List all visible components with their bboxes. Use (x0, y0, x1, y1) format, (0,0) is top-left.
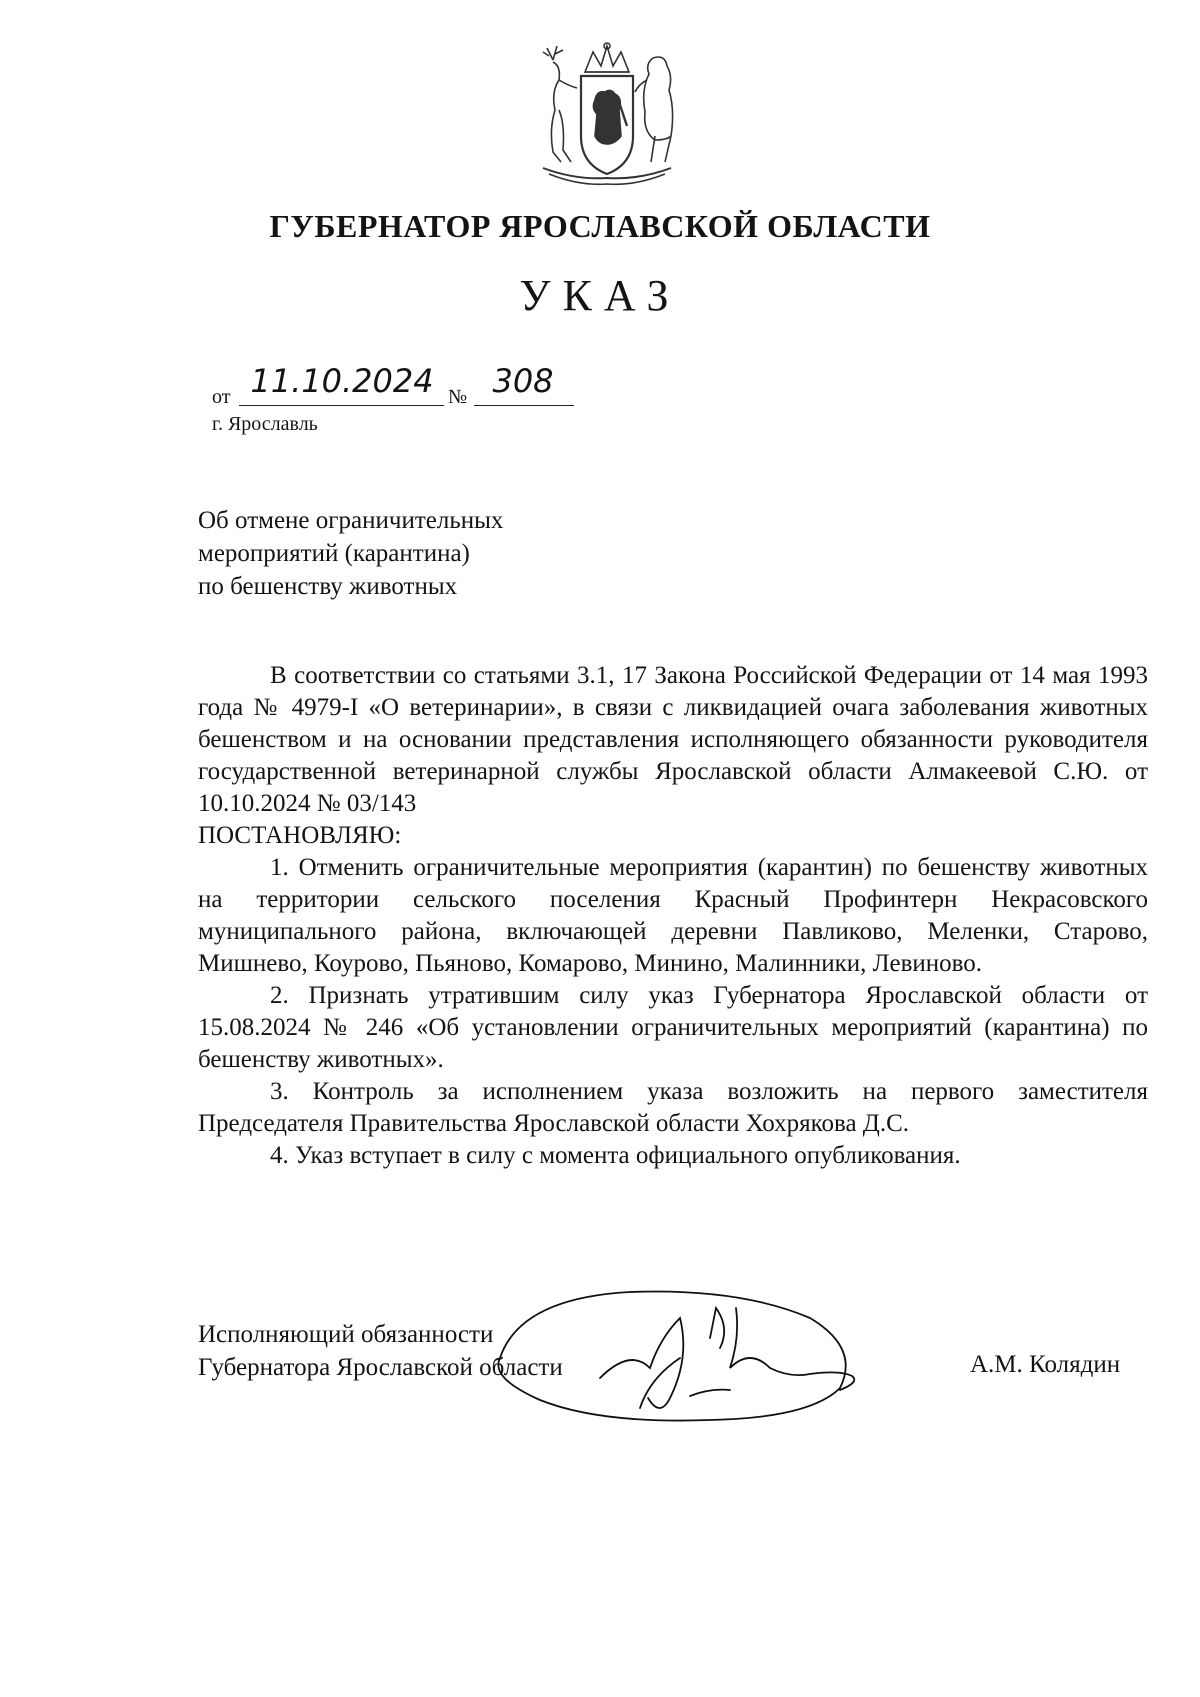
signatory-title-line: Исполняющий обязанности (198, 1321, 494, 1348)
document-body (198, 660, 1148, 1172)
decree-item: 2. Признать утратившим силу указ Губернатора Ярославской области от 15.08.2024 № 246 «Об установлении ограничительных мероприятий (карантина) по бешенству животных». (198, 982, 1148, 1073)
decree-word: ПОСТАНОВЛЯЮ: (198, 822, 402, 849)
subject-line: по бешенству животных (198, 573, 458, 600)
document-number: 308 (492, 362, 554, 400)
document-date: 11.10.2024 (250, 362, 434, 400)
decree-item: 3. Контроль за исполнением указа возложить на первого заместителя Председателя Правительства Ярославской области Хохрякова Д.С. (198, 1078, 1148, 1137)
number-sign: № (448, 386, 468, 408)
date-number-row (212, 360, 572, 410)
date-underline (239, 405, 444, 406)
document-subject (198, 504, 503, 603)
subject-line: мероприятий (карантина) (198, 540, 470, 567)
decree-item: 1. Отменить ограничительные мероприятия (карантин) по бешенству животных на территории сельского поселения Красный Профинтерн Некрасовского муниципального района, включающей деревни Павликово, Меленки, Старово, Мишнево, Коурово, Пьяново, Комарово, Минино, Малинники, Левиново. (198, 854, 1148, 977)
subject-line: Об отмене ограничительных (198, 507, 504, 534)
signatory-name: А.М. Колядин (970, 1351, 1121, 1378)
authority-title: ГУБЕРНАТОР ЯРОСЛАВСКОЙ ОБЛАСТИ (269, 208, 931, 244)
date-prefix: от (212, 386, 231, 408)
document-type: УКАЗ (519, 271, 681, 320)
handwritten-signature-icon (480, 1278, 960, 1428)
coat-of-arms-icon (535, 40, 680, 188)
number-underline (474, 405, 574, 406)
signatory-title-line: Губернатора Ярославской области (198, 1354, 563, 1381)
city: г. Ярославль (212, 413, 318, 435)
preamble: В соответствии со статьями 3.1, 17 Закона Российской Федерации от 14 мая 1993 года № 4979-I «О ветеринарии», в связи с ликвидацией очага заболевания животных бешенством и на основании представления исполняющего обязанности руководителя государственной ветеринарной службы Ярославской области Алмакеевой С.Ю. от 10.10.2024 № 03/143 (198, 662, 1148, 817)
decree-item: 4. Указ вступает в силу с момента официального опубликования. (270, 1142, 961, 1169)
